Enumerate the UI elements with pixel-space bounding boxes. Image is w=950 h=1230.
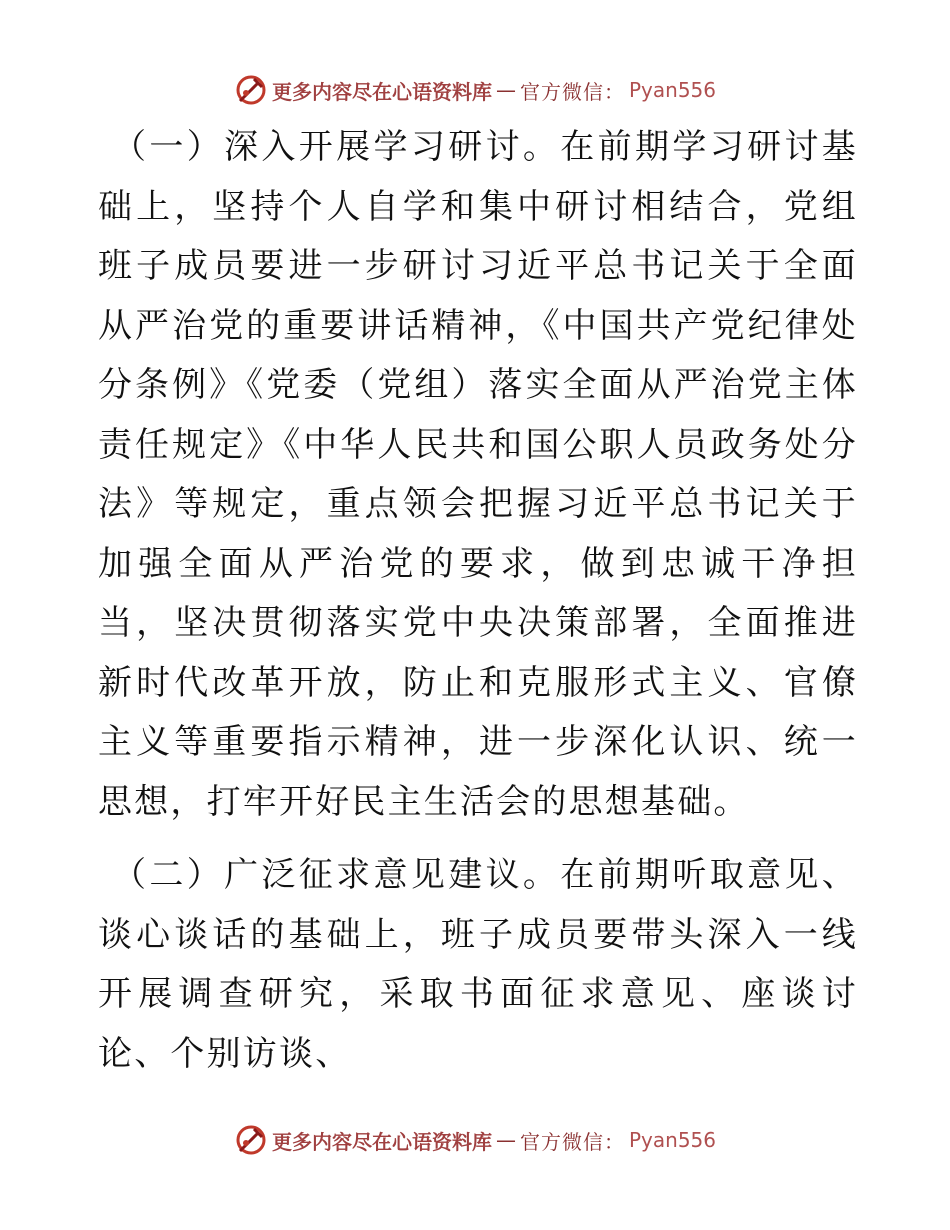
brand-logo-icon	[234, 73, 268, 107]
banner-separator: —	[495, 78, 516, 102]
banner-separator: —	[495, 1128, 516, 1152]
paragraph-solicit-opinions: （二）广泛征求意见建议。在前期听取意见、谈心谈话的基础上，班子成员要带头深入一线开展调查研究，采取书面征求意见、座谈讨论、个别访谈、	[98, 855, 858, 1074]
banner-wechat-label: 官方微信：	[519, 79, 625, 104]
brand-logo-icon	[234, 1123, 268, 1157]
banner-main-text: 更多内容尽在心语资料库	[271, 1129, 492, 1154]
banner-wechat-id: Pyan556	[628, 1128, 716, 1152]
banner-wechat-id: Pyan556	[628, 78, 716, 102]
banner-wechat-label: 官方微信：	[519, 1129, 625, 1154]
document-body	[98, 118, 858, 1084]
paragraph-study-discussion: （一）深入开展学习研讨。在前期学习研讨基础上，坚持个人自学和集中研讨相结合，党组班子成员要进一步研讨习近平总书记关于全面从严治党的重要讲话精神，《中国共产党纪律处分条例》《党委（党组）落实全面从严治党主体责任规定》《中华人民共和国公职人员政务处分法》等规定，重点领会把握习近平总书记关于加强全面从严治党的要求，做到忠诚干净担当，坚决贯彻落实党中央决策部署，全面推进新时代改革开放，防止和克服形式主义、官僚主义等重要指示精神，进一步深化认识、统一思想，打牢开好民主生活会的思想基础。	[98, 127, 858, 822]
footer-banner	[0, 1122, 950, 1158]
header-banner	[0, 72, 950, 108]
banner-main-text: 更多内容尽在心语资料库	[271, 79, 492, 104]
